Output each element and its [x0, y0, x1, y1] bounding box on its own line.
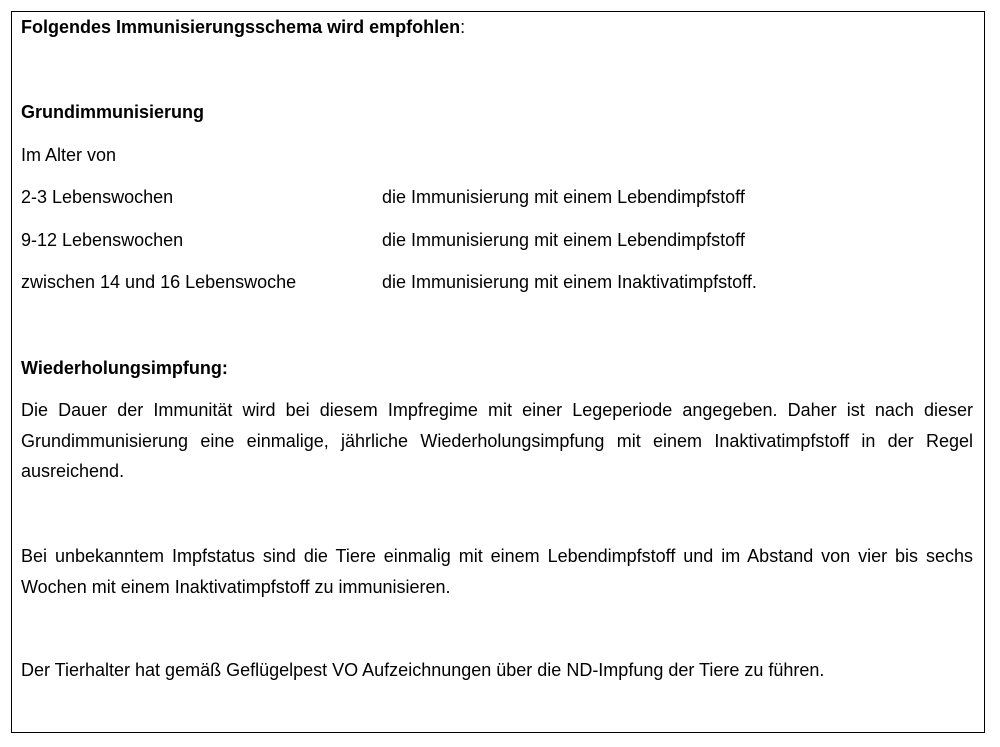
paragraph-immunity: Die Dauer der Immunität wird bei diesem Impfregime mit einer Legeperiode angegeben. Daher ist nach dieser Grundimmunisierung eine einmalige, jährliche Wiederholungsimpfung mit einem Inaktivatimpfstoff in der Regel ausreichend.: [21, 400, 973, 481]
row-2-text: die Immunisierung mit einem Lebendimpfstoff: [382, 230, 745, 250]
paragraph-records: Der Tierhalter hat gemäß Geflügelpest VO Aufzeichnungen über die ND-Impfung der Tiere zu führen.: [21, 660, 825, 680]
schema-heading-text: Folgendes Immunisierungsschema wird empfohlen: [21, 17, 461, 37]
row-1-text: die Immunisierung mit einem Lebendimpfstoff: [382, 187, 745, 207]
row-1-age: 2-3 Lebenswochen: [21, 187, 174, 207]
age-intro: Im Alter von: [21, 145, 117, 165]
row-2-age: 9-12 Lebenswochen: [21, 230, 184, 250]
row-3-age: zwischen 14 und 16 Lebenswoche: [21, 272, 297, 292]
grundimmunisierung-title: Grundimmunisierung: [21, 102, 205, 122]
schema-heading-colon: :: [460, 17, 466, 37]
wiederholung-title: Wiederholungsimpfung:: [21, 358, 228, 378]
schema-heading: [21, 16, 465, 38]
row-3-text: die Immunisierung mit einem Inaktivatimpfstoff.: [382, 272, 757, 292]
paragraph-unknown-status: Bei unbekanntem Impfstatus sind die Tiere einmalig mit einem Lebendimpfstoff und im Abstand von vier bis sechs Wochen mit einem Inaktivatimpfstoff zu immunisieren.: [21, 546, 973, 597]
